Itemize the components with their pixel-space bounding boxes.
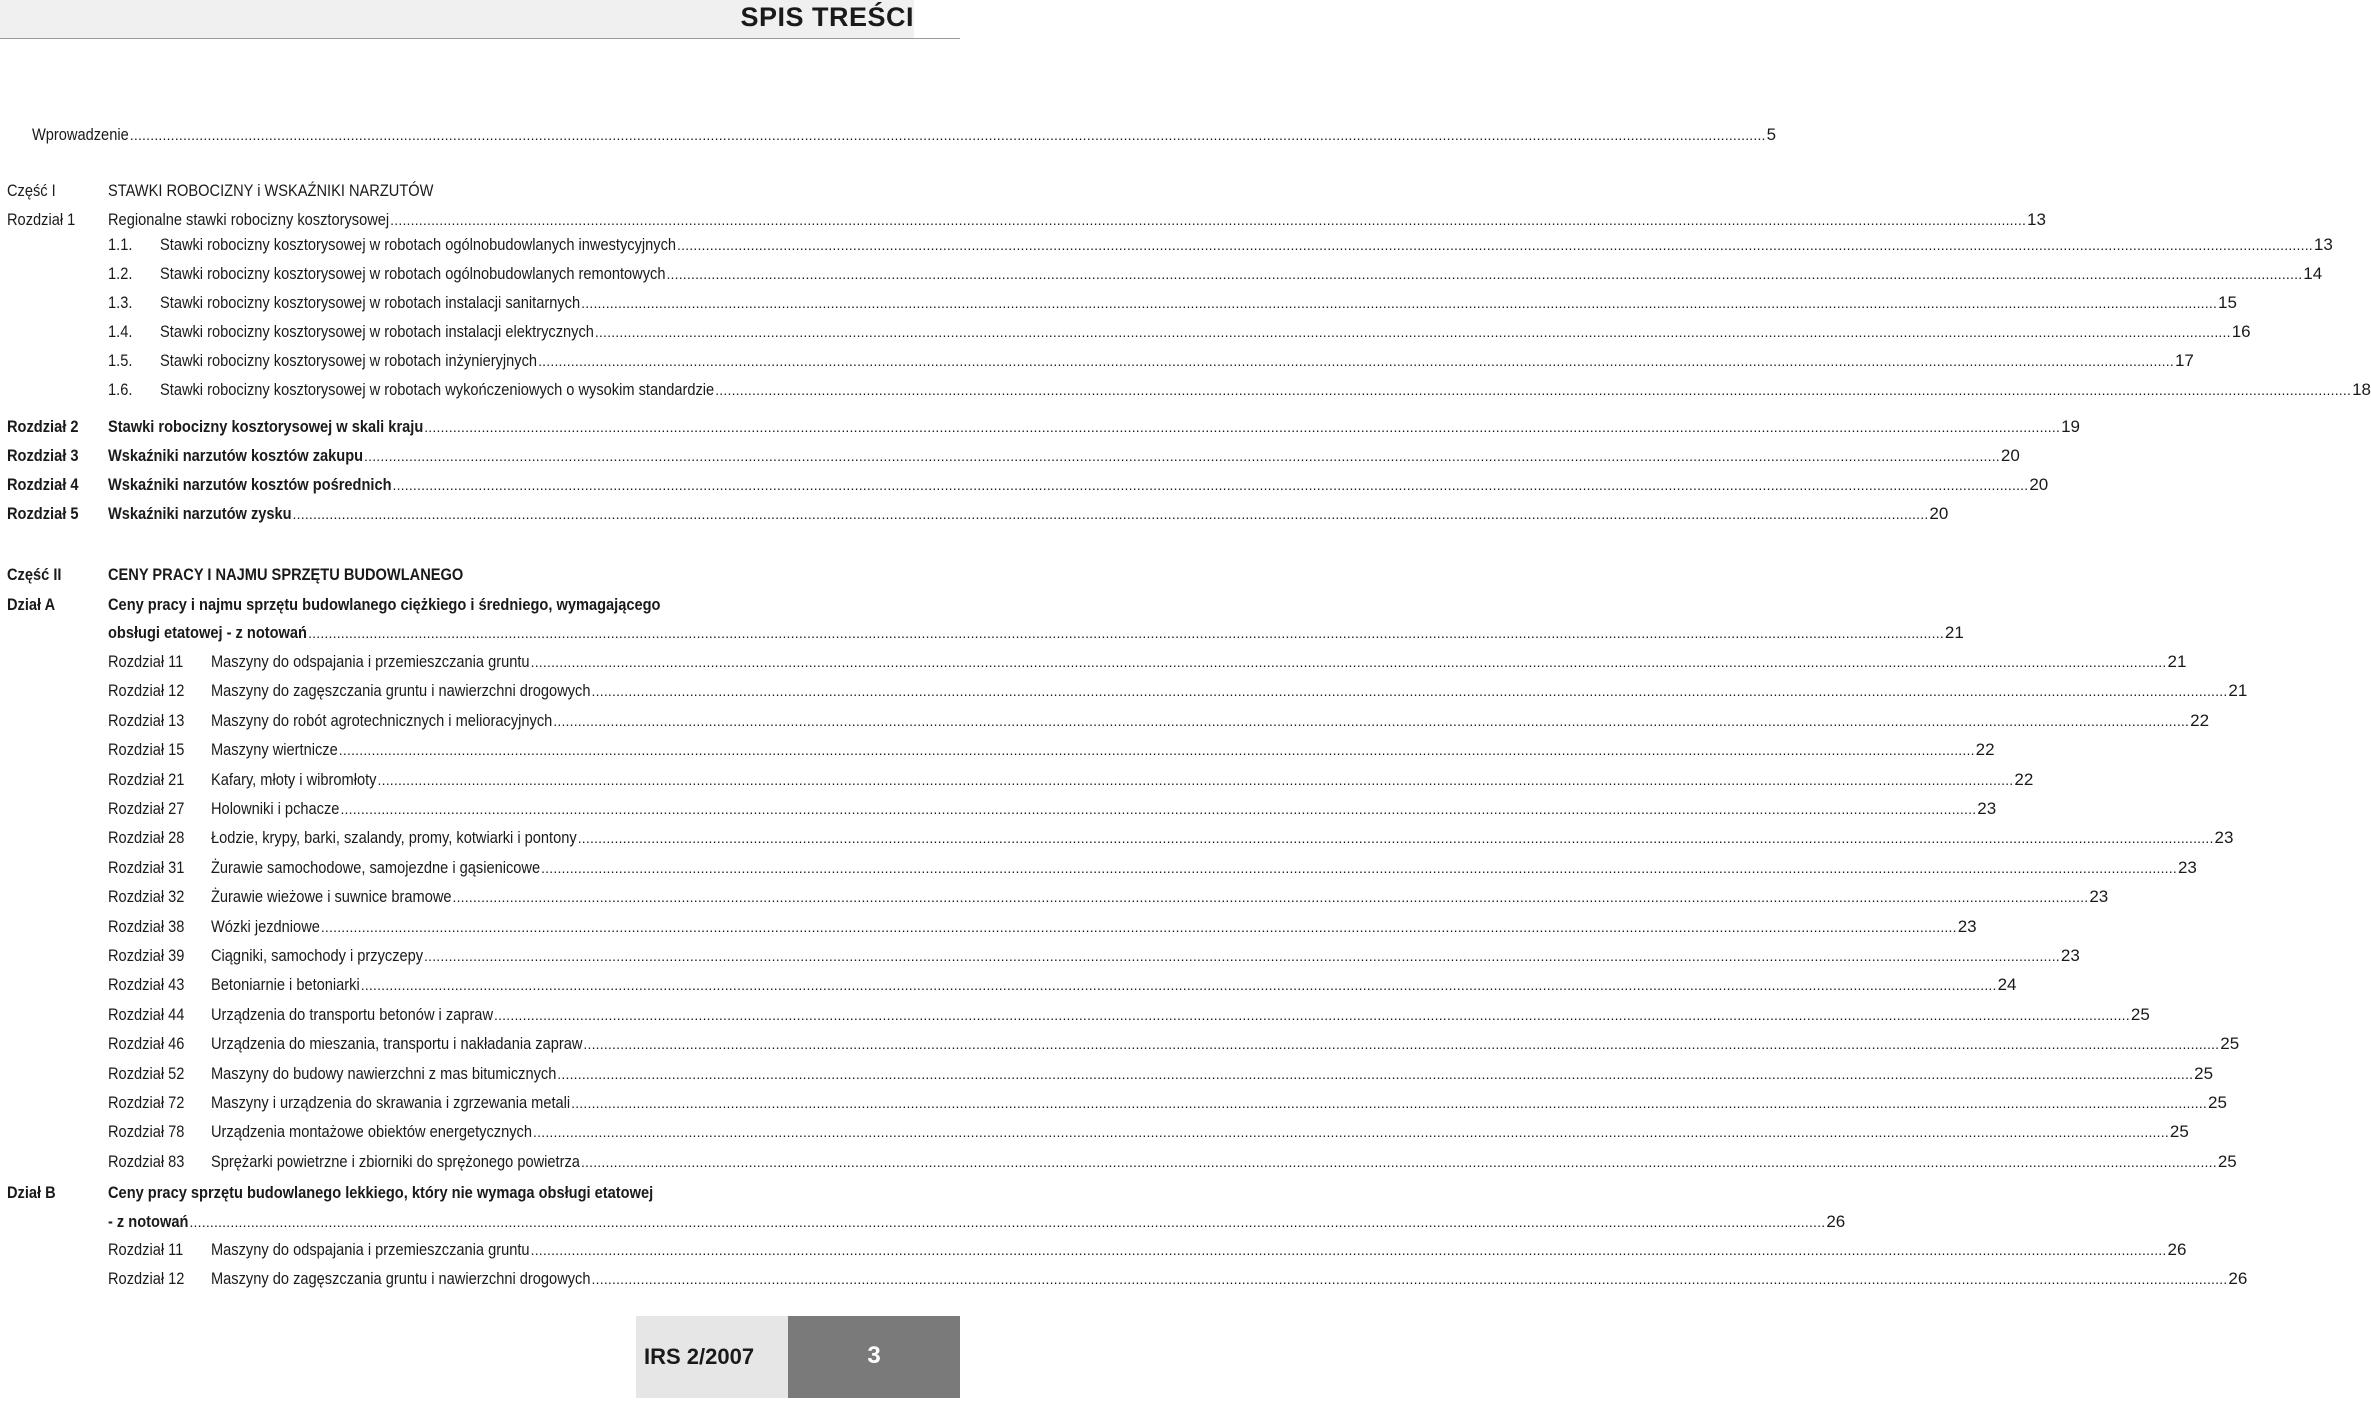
toc-entry-page: 22 [2014,769,2034,789]
toc-entry-chapter[interactable] [108,416,2080,438]
toc-entry-intro[interactable] [32,124,1777,146]
toc-entry-title: Maszyny do zagęszczania gruntu i nawierzchni drogowych [211,1269,591,1288]
chapter-label: Rozdział 43 [108,975,185,995]
toc-entry-title: Stawki robocizny kosztorysowej w robotach wykończeniowych o wysokim standardzie [160,380,715,399]
toc-entry-page: 25 [2207,1093,2227,1112]
part-label: Część II [7,565,62,584]
toc-entry-chapter[interactable] [211,1092,2227,1114]
dot-leader: ................................................................................................................................................................................................................................................................................................................................................................................................................ [533,1124,2169,1141]
dot-leader: ................................................................................................................................................................................................................................................................................................................................................................................................................ [530,654,2167,670]
toc-entry-page: 19 [2061,417,2080,436]
toc-entry-title: Wprowadzenie [32,125,129,144]
toc-entry-page: 25 [2194,1063,2214,1083]
dot-leader: ................................................................................................................................................................................................................................................................................................................................................................................................................ [377,771,2014,788]
part-heading: CENY PRACY I NAJMU SPRZĘTU BUDOWLANEGO [108,565,464,584]
dot-leader: ................................................................................................................................................................................................................................................................................................................................................................................................................ [338,742,1975,759]
chapter-label: Rozdział 21 [108,769,185,789]
toc-entry-chapter[interactable] [211,1239,2187,1261]
dot-leader: ................................................................................................................................................................................................................................................................................................................................................................................................................ [594,324,2231,340]
toc-entry-title: Regionalne stawki robocizny kosztorysowej [108,210,390,229]
toc-entry-subitem[interactable] [160,379,2371,401]
dot-leader: ................................................................................................................................................................................................................................................................................................................................................................................................................ [494,1006,2130,1023]
toc-entry-title: Urządzenia montażowe obiektów energetycznych [211,1122,533,1142]
toc-entry-chapter[interactable] [211,945,2080,967]
dot-leader: ................................................................................................................................................................................................................................................................................................................................................................................................................ [340,801,1977,817]
toc-entry-page: 23 [2214,828,2234,848]
toc-entry-title: obsługi etatowej - z notowań [108,623,307,642]
toc-entry-page: 13 [2313,235,2333,254]
dot-leader: ................................................................................................................................................................................................................................................................................................................................................................................................................ [580,1153,2217,1170]
toc-entry-page: 26 [2228,1269,2248,1288]
toc-entry-chapter[interactable] [211,1268,2248,1290]
toc-entry-chapter[interactable] [108,503,1949,525]
toc-entry-chapter[interactable] [211,974,2017,996]
chapter-label: Rozdział 78 [108,1122,185,1142]
toc-entry-title: Maszyny do odspajania i przemieszczania gruntu [211,1240,530,1259]
toc-entry-chapter[interactable] [211,1151,2237,1173]
chapter-label: Rozdział 72 [108,1093,185,1112]
toc-entry-title: Wózki jezdniowe [211,916,320,936]
toc-entry-chapter[interactable] [108,445,2020,467]
toc-entry-title: Wskaźniki narzutów zysku [108,504,292,523]
toc-entry-title: Betoniarnie i betoniarki [211,975,360,995]
toc-entry-page: 22 [2190,710,2210,730]
toc-entry-title: Sprężarki powietrzne i zbiorniki do sprężonego powietrza [211,1151,580,1171]
toc-entry-page: 21 [1944,623,1964,642]
toc-entry-title: Wskaźniki narzutów kosztów zakupu [108,446,364,465]
toc-entry-page: 20 [2000,446,2020,465]
toc-entry-title: Stawki robocizny kosztorysowej w robotach ogólnobudowlanych remontowych [160,264,666,283]
toc-entry-page: 23 [1977,799,1997,818]
dot-leader: ................................................................................................................................................................................................................................................................................................................................................................................................................ [581,295,2218,311]
toc-entry-page: 17 [2174,351,2194,370]
chapter-label: Rozdział 27 [108,799,185,818]
chapter-label: Rozdział 11 [108,1240,184,1259]
toc-entry-title: Stawki robocizny kosztorysowej w robotach inżynieryjnych [160,351,538,370]
toc-entry-page: 23 [2089,887,2109,907]
toc-entry-title: Stawki robocizny kosztorysowej w robotach instalacji elektrycznych [160,322,594,341]
page-title: SPIS TREŚCI [740,2,914,32]
toc-entry-chapter[interactable] [108,474,2049,496]
chapter-label: Rozdział 12 [108,681,185,701]
chapter-label: Rozdział 38 [108,916,185,936]
toc-entry-page: 25 [2130,1004,2150,1024]
toc-entry-page: 21 [2167,652,2187,671]
issue-label: IRS 2/2007 [644,1344,755,1369]
dot-leader: ................................................................................................................................................................................................................................................................................................................................................................................................................ [591,1271,2228,1287]
toc-entry-section-b[interactable] [108,1211,1846,1233]
dot-leader: ................................................................................................................................................................................................................................................................................................................................................................................................................ [577,830,2214,847]
chapter-label: Rozdział 12 [108,1269,185,1288]
toc-entry-chapter[interactable] [211,739,1995,761]
toc-entry-subitem[interactable] [160,350,2194,372]
section-label: Dział A [7,595,56,614]
toc-entry-page: 24 [1997,975,2017,995]
dot-leader: ................................................................................................................................................................................................................................................................................................................................................................................................................ [129,127,1766,143]
toc-entry-page: 25 [2220,1034,2240,1054]
subitem-number: 1.4. [108,322,133,341]
toc-entry-title: Ciągniki, samochody i przyczepy [211,946,424,965]
toc-entry-chapter[interactable] [211,1121,2189,1143]
chapter-label: Rozdział 39 [108,946,185,965]
subitem-number: 1.2. [108,264,133,283]
chapter-label: Rozdział 46 [108,1034,185,1054]
toc-entry-title: Żurawie samochodowe, samojezdne i gąsienicowe [211,857,541,877]
dot-leader: ................................................................................................................................................................................................................................................................................................................................................................................................................ [452,889,2089,906]
dot-leader: ................................................................................................................................................................................................................................................................................................................................................................................................................ [715,382,2352,398]
dot-leader: ................................................................................................................................................................................................................................................................................................................................................................................................................ [390,212,2027,228]
toc-entry-page: 21 [2228,681,2248,701]
toc-entry-title: Stawki robocizny kosztorysowej w robotach ogólnobudowlanych inwestycyjnych [160,235,677,254]
dot-leader: ................................................................................................................................................................................................................................................................................................................................................................................................................ [320,918,1957,935]
toc-entry-page: 26 [1826,1212,1846,1231]
toc-entry-title: Stawki robocizny kosztorysowej w skali kraju [108,417,424,436]
dot-leader: ................................................................................................................................................................................................................................................................................................................................................................................................................ [557,1065,2194,1082]
toc-entry-chapter[interactable] [211,916,1977,938]
toc-entry-page: 23 [1957,916,1977,936]
toc-entry-page: 14 [2303,264,2323,283]
toc-entry-title: Maszyny wiertnicze [211,740,338,760]
toc-entry-chapter[interactable] [211,680,2248,702]
toc-entry-title: Maszyny i urządzenia do skrawania i zgrzewania metali [211,1093,571,1112]
dot-leader: ................................................................................................................................................................................................................................................................................................................................................................................................................ [541,859,2177,876]
toc-entry-title: Maszyny do zagęszczania gruntu i nawierzchni drogowych [211,681,591,701]
toc-entry-page: 23 [2060,946,2080,965]
toc-entry-chapter[interactable] [211,769,2034,791]
dot-leader: ................................................................................................................................................................................................................................................................................................................................................................................................................ [189,1214,1826,1230]
toc-entry-subitem[interactable] [160,263,2323,285]
toc-entry-title: Łodzie, krypy, barki, szalandy, promy, kotwiarki i pontony [211,828,577,848]
subitem-number: 1.3. [108,293,133,312]
toc-entry-page: 18 [2352,380,2371,399]
toc-entry-chapter-1[interactable] [108,209,2046,231]
dot-leader: ................................................................................................................................................................................................................................................................................................................................................................................................................ [292,506,1929,522]
toc-entry-page: 20 [1929,504,1949,523]
toc-entry-title: Wskaźniki narzutów kosztów pośrednich [108,475,392,494]
toc-entry-page: 26 [2167,1240,2187,1259]
header-divider [0,38,960,39]
dot-leader: ................................................................................................................................................................................................................................................................................................................................................................................................................ [308,625,1944,641]
toc-entry-page: 5 [1766,125,1777,144]
chapter-label: Rozdział 3 [7,446,79,465]
toc-entry-title: Urządzenia do transportu betonów i zapraw [211,1004,493,1024]
dot-leader: ................................................................................................................................................................................................................................................................................................................................................................................................................ [424,419,2061,435]
toc-entry-title: Stawki robocizny kosztorysowej w robotach instalacji sanitarnych [160,293,581,312]
chapter-label: Rozdział 52 [108,1063,185,1083]
toc-entry-page: 25 [2217,1151,2237,1171]
toc-entry-title: - z notowań [108,1212,189,1231]
toc-entry-title: Kafary, młoty i wibromłoty [211,769,377,789]
chapter-label: Rozdział 4 [7,475,79,494]
toc-entry-title: Maszyny do budowy nawierzchni z mas bitumicznych [211,1063,557,1083]
toc-entry-title: Maszyny do robót agrotechnicznych i melioracyjnych [211,710,553,730]
part-label: Część I [7,181,56,200]
toc-entry-page: 16 [2231,322,2251,341]
toc-entry-subitem[interactable] [160,292,2237,314]
dot-leader: ................................................................................................................................................................................................................................................................................................................................................................................................................ [364,448,2000,464]
toc-entry-title: Urządzenia do mieszania, transportu i nakładania zapraw [211,1034,583,1054]
subitem-number: 1.1. [108,235,133,254]
dot-leader: ................................................................................................................................................................................................................................................................................................................................................................................................................ [530,1242,2167,1258]
toc-entry-chapter[interactable] [211,886,2109,908]
chapter-label: Rozdział 28 [108,828,185,848]
toc-entry-chapter[interactable] [211,857,2197,879]
toc-entry-section-a[interactable] [108,622,1964,644]
dot-leader: ................................................................................................................................................................................................................................................................................................................................................................................................................ [591,683,2228,700]
toc-entry-page: 20 [2029,475,2049,494]
toc-entry-chapter[interactable] [211,798,1997,820]
dot-leader: ................................................................................................................................................................................................................................................................................................................................................................................................................ [424,948,2060,964]
toc-entry-title: Holowniki i pchacze [211,799,340,818]
dot-leader: ................................................................................................................................................................................................................................................................................................................................................................................................................ [571,1095,2207,1111]
toc-entry-chapter[interactable] [211,1033,2240,1055]
chapter-label: Rozdział 1 [7,210,76,229]
toc-entry-chapter[interactable] [211,1004,2150,1026]
chapter-label: Rozdział 2 [7,417,79,436]
subitem-number: 1.6. [108,380,133,399]
toc-entry-chapter[interactable] [211,1063,2214,1085]
toc-entry-page: 13 [2027,210,2046,229]
dot-leader: ................................................................................................................................................................................................................................................................................................................................................................................................................ [666,266,2303,282]
toc-entry-title: Maszyny do odspajania i przemieszczania gruntu [211,652,530,671]
toc-entry-subitem[interactable] [160,234,2333,256]
chapter-label: Rozdział 32 [108,887,185,907]
chapter-label: Rozdział 83 [108,1151,185,1171]
section-title: Ceny pracy sprzętu budowlanego lekkiego, który nie wymaga obsługi etatowej [108,1183,654,1202]
toc-entry-subitem[interactable] [160,321,2251,343]
toc-entry-title: Żurawie wieżowe i suwnice bramowe [211,887,452,907]
chapter-label: Rozdział 11 [108,652,184,671]
dot-leader: ................................................................................................................................................................................................................................................................................................................................................................................................................ [583,1036,2220,1053]
toc-entry-chapter[interactable] [211,651,2187,673]
chapter-label: Rozdział 15 [108,740,185,760]
toc-entry-chapter[interactable] [211,710,2210,732]
subitem-number: 1.5. [108,351,133,370]
toc-entry-page: 23 [2177,857,2197,877]
toc-entry-page: 22 [1975,740,1995,760]
chapter-label: Rozdział 13 [108,710,185,730]
toc-entry-chapter[interactable] [211,827,2234,849]
page-number: 3 [867,1342,881,1369]
dot-leader: ................................................................................................................................................................................................................................................................................................................................................................................................................ [538,353,2174,369]
chapter-label: Rozdział 44 [108,1004,185,1024]
dot-leader: ................................................................................................................................................................................................................................................................................................................................................................................................................ [360,977,1997,994]
toc-entry-page: 25 [2169,1122,2189,1142]
chapter-label: Rozdział 5 [7,504,79,523]
chapter-label: Rozdział 31 [108,857,185,877]
dot-leader: ................................................................................................................................................................................................................................................................................................................................................................................................................ [392,477,2029,493]
dot-leader: ................................................................................................................................................................................................................................................................................................................................................................................................................ [553,712,2190,729]
section-label: Dział B [7,1183,56,1202]
section-title: Ceny pracy i najmu sprzętu budowlanego ciężkiego i średniego, wymagającego [108,595,661,614]
part-heading: STAWKI ROBOCIZNY i WSKAŹNIKI NARZUTÓW [108,181,434,200]
toc-entry-page: 15 [2218,293,2237,312]
dot-leader: ................................................................................................................................................................................................................................................................................................................................................................................................................ [677,237,2313,253]
